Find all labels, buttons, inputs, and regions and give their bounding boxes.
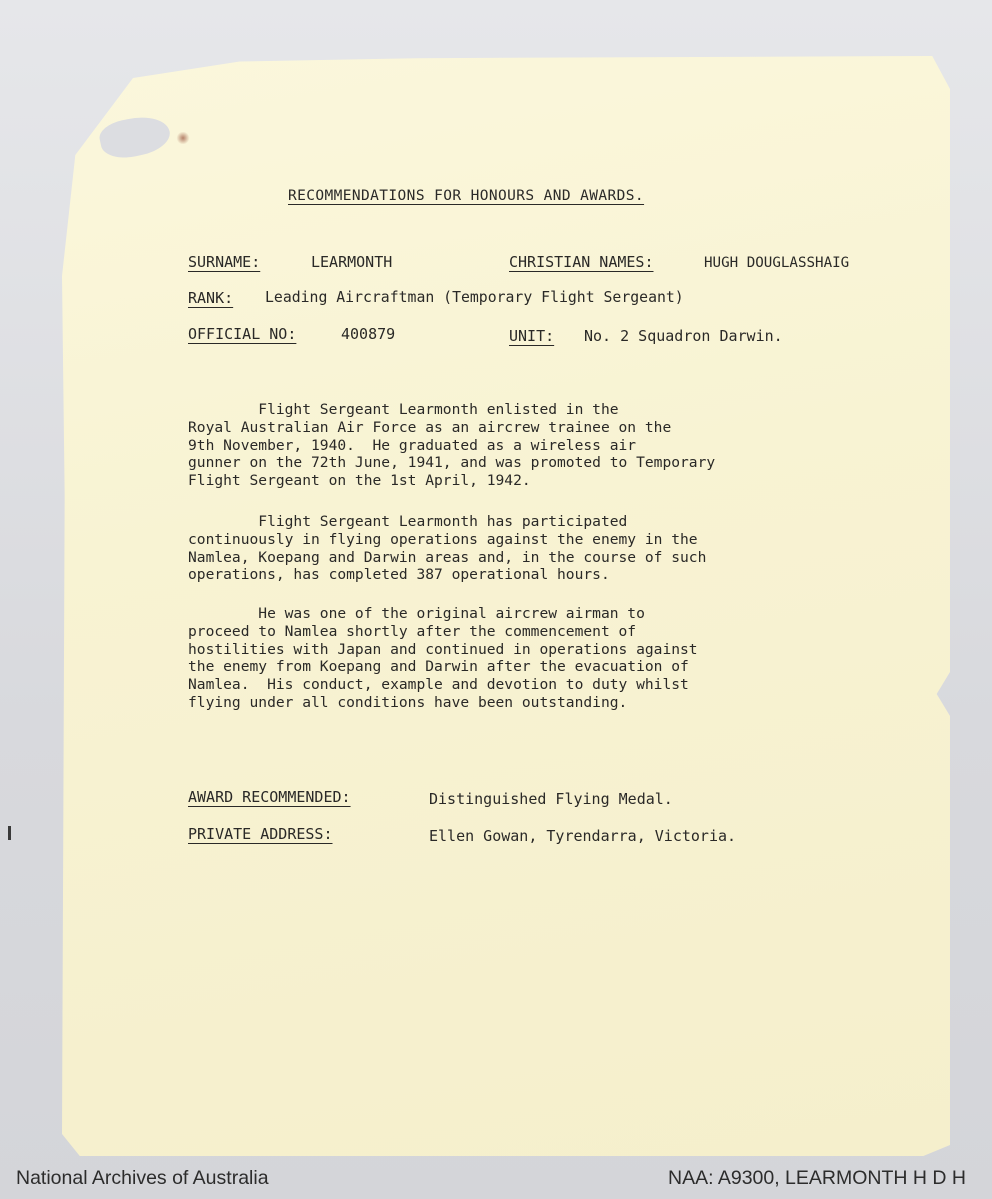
paragraph-line: Namlea. His conduct, example and devotion to duty whilst [188,676,689,694]
paragraph-line: the enemy from Koepang and Darwin after the evacuation of [188,658,689,676]
document-title: RECOMMENDATIONS FOR HONOURS AND AWARDS. [288,188,645,204]
paragraph-line: Flight Sergeant on the 1st April, 1942. [188,472,531,490]
paragraph-line: Flight Sergeant Learmonth enlisted in the [188,401,619,418]
private-address-label: PRIVATE ADDRESS: [188,825,333,843]
paragraph-line: proceed to Namlea shortly after the commencement of [188,622,637,640]
paragraph-line: gunner on the 72th June, 1941, and was promoted to Temporary [188,454,716,472]
private-address-value: Ellen Gowan, Tyrendarra, Victoria. [429,827,737,845]
award-recommended-field [188,788,351,806]
unit-label: UNIT: [509,327,555,345]
christian-names-field [509,253,654,271]
award-recommended-label: AWARD RECOMMENDED: [188,788,351,806]
rank-value: Leading Aircraftman (Temporary Flight Sergeant) [265,289,684,306]
paragraph-line: Namlea, Koepang and Darwin areas and, in the course of such [188,548,707,566]
surname-value: LEARMONTH [311,253,393,271]
archive-name: National Archives of Australia [16,1167,269,1189]
award-recommended-value: Distinguished Flying Medal. [429,790,673,808]
official-no-label: OFFICIAL NO: [188,325,297,343]
paragraph-conduct [188,605,868,712]
edge-mark [8,826,11,840]
paragraph-enlistment [188,401,868,490]
archive-reference: NAA: A9300, LEARMONTH H D H [667,1167,966,1189]
christian-names-value: HUGH DOUGLASSHAIG [704,255,850,271]
paragraph-line: Royal Australian Air Force as an aircrew trainee on the [188,418,672,436]
paragraph-operations [188,513,868,584]
paragraph-line: operations, has completed 387 operational hours. [188,566,610,584]
unit-value: No. 2 Squadron Darwin. [584,327,783,345]
paragraph-line: continuously in flying operations against the enemy in the [188,530,698,548]
paragraph-line: He was one of the original aircrew airman to [188,605,645,622]
official-no-field [188,325,296,343]
rank-label: RANK: [188,289,234,307]
christian-names-label: CHRISTIAN NAMES: [509,253,654,271]
unit-field [509,327,554,345]
paragraph-line: Flight Sergeant Learmonth has participated [188,513,628,530]
surname-field [188,253,260,271]
rank-field [188,289,233,307]
rust-stain [176,132,190,144]
paragraph-line: flying under all conditions have been outstanding. [188,693,628,711]
official-no-value: 400879 [341,325,396,343]
paragraph-line: 9th November, 1940. He graduated as a wireless air [188,436,637,454]
surname-label: SURNAME: [188,253,261,271]
private-address-field [188,825,333,843]
paragraph-line: hostilities with Japan and continued in operations against [188,640,698,658]
